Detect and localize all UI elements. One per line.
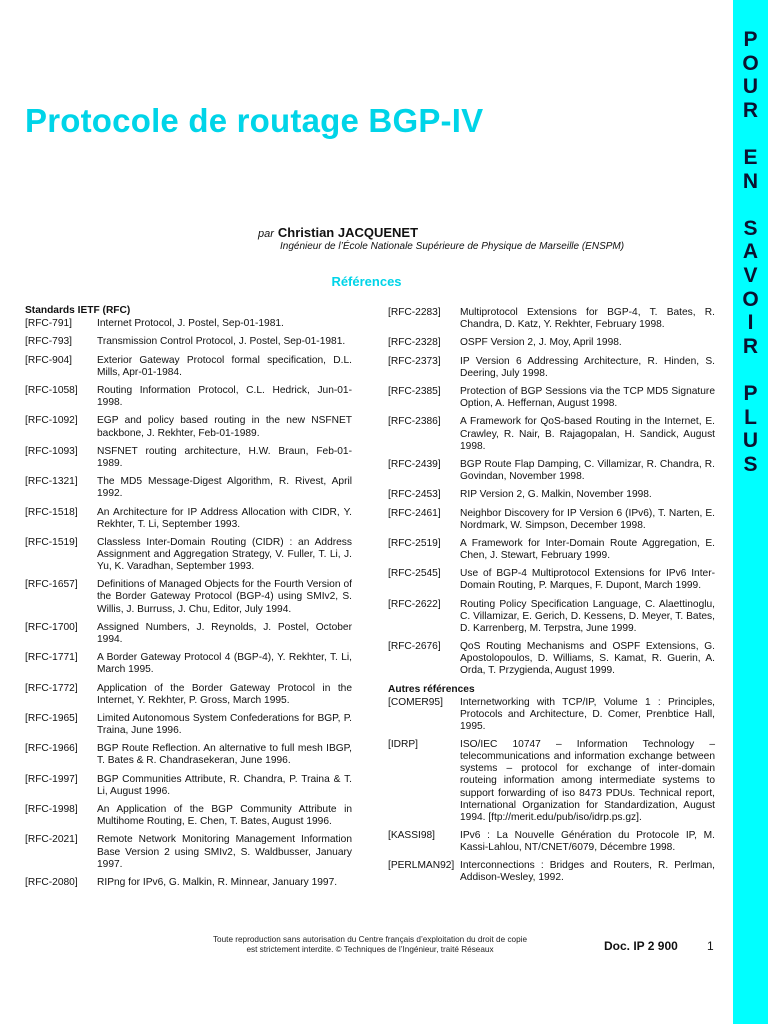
reference-entry — [25, 318, 352, 330]
sidebar-vertical-text — [733, 28, 768, 476]
reference-entry — [25, 385, 352, 409]
reference-entry — [388, 538, 715, 562]
sidebar-letter: A — [742, 240, 759, 264]
sidebar-letter: N — [742, 169, 759, 193]
reference-key: [RFC-1700] — [25, 621, 78, 633]
reference-key: [RFC-791] — [25, 318, 72, 330]
reference-key: [RFC-1518] — [25, 506, 78, 518]
reference-key: [RFC-1771] — [25, 652, 78, 664]
reference-entry — [25, 683, 352, 707]
reference-entry — [388, 641, 715, 677]
reference-text: ISO/IEC 10747 – Information Technology – telecommunications and information exchange between systems – protocol for exchange of inter-domain routeing information among intermediate systems to support forwarding of iso 8473 PDUs. Technical report, International Organization for Standardization, August 1994. [ftp://merit.edu/pub/iso/idrp.ps.gz]. — [460, 739, 715, 823]
sidebar-letter: U — [742, 75, 759, 99]
reference-entry — [25, 579, 352, 615]
reference-text: EGP and policy based routing in the new NSFNET backbone, J. Rekhter, Feb-01-1989. — [97, 415, 352, 439]
reference-text: IPv6 : La Nouvelle Génération du Protocole IP, M. Kassi-Lahlou, NT/CNET/6079, Décembre 1998. — [460, 830, 715, 854]
sidebar-letter: R — [742, 98, 759, 122]
reference-entry — [388, 356, 715, 380]
sidebar-letter: U — [742, 429, 759, 453]
reference-key: [RFC-2622] — [388, 598, 441, 610]
reference-key: [RFC-1772] — [25, 682, 78, 694]
reference-text: BGP Route Reflection. An alternative to full mesh IBGP, T. Bates & R. Chandrasekeran, June 1996. — [97, 743, 352, 767]
sidebar-letter: E — [743, 145, 758, 169]
reference-entry — [388, 508, 715, 532]
reference-entry — [388, 459, 715, 483]
reference-text: A Framework for QoS-based Routing in the Internet, E. Crawley, R. Nair, B. Rajagopalan, H. Sandick, August 1998. — [460, 416, 715, 452]
author-prefix: par — [258, 228, 274, 240]
reference-entry — [25, 713, 352, 737]
sidebar-letter — [733, 122, 768, 146]
reference-text: Routing Information Protocol, C.L. Hedrick, Jun-01-1998. — [97, 385, 352, 409]
reference-entry — [25, 336, 352, 348]
reference-text: Use of BGP-4 Multiprotocol Extensions for IPv6 Inter-Domain Routing, P. Marques, F. Dupont, March 1999. — [460, 568, 715, 592]
reference-key: [RFC-2545] — [388, 568, 441, 580]
reference-key: [RFC-904] — [25, 354, 72, 366]
reference-text: OSPF Version 2, J. Moy, April 1998. — [460, 337, 622, 349]
sidebar-letter: L — [744, 405, 757, 429]
copyright-notice — [150, 935, 590, 954]
reference-key: [RFC-2519] — [388, 537, 441, 549]
reference-text: Interconnections : Bridges and Routers, R. Perlman, Addison-Wesley, 1992. — [460, 860, 715, 884]
reference-entry — [25, 652, 352, 676]
reference-entry — [25, 877, 352, 889]
reference-text: Internet Protocol, J. Postel, Sep-01-1981. — [97, 318, 284, 330]
sidebar-letter — [733, 193, 768, 217]
reference-text: Transmission Control Protocol, J. Postel, Sep-01-1981. — [97, 336, 346, 348]
reference-text: Application of the Border Gateway Protocol in the Internet, Y. Rekhter, P. Gross, March 1995. — [97, 682, 352, 706]
reference-key: [PERLMAN92] — [388, 860, 455, 872]
author-name: Christian JACQUENET — [277, 225, 419, 240]
left-column — [25, 305, 352, 895]
sidebar-letter: V — [743, 263, 758, 287]
reference-entry — [25, 743, 352, 767]
reference-entry — [25, 622, 352, 646]
reference-list-other — [388, 697, 715, 885]
reference-key: [RFC-2328] — [388, 337, 441, 349]
reference-key: [RFC-1092] — [25, 415, 78, 427]
reference-entry — [388, 307, 715, 331]
reference-text: BGP Communities Attribute, R. Chandra, P. Traina & T. Li, August 1996. — [97, 773, 352, 797]
notice-line-1: Toute reproduction sans autorisation du Centre français d’exploitation du droit de copie — [212, 935, 528, 944]
reference-text: An Application of the BGP Community Attribute in Multihome Routing, E. Chen, T. Bates, August 1996. — [97, 804, 352, 828]
reference-text: A Framework for Inter-Domain Route Aggregation, E. Chen, J. Stewart, February 1999. — [460, 537, 715, 561]
reference-text: Exterior Gateway Protocol formal specification, D.L. Mills, Apr-01-1984. — [97, 354, 352, 378]
reference-list-right — [388, 307, 715, 677]
reference-key: [RFC-1965] — [25, 712, 78, 724]
reference-text: The MD5 Message-Digest Algorithm, R. Rivest, April 1992. — [97, 476, 352, 500]
reference-entry — [25, 507, 352, 531]
author-affiliation: Ingénieur de l’École Nationale Supérieure de Physique de Marseille (ENSPM) — [280, 241, 625, 252]
reference-entry — [25, 834, 352, 870]
sidebar-letter: R — [742, 334, 759, 358]
reference-key: [RFC-2461] — [388, 507, 441, 519]
reference-key: [RFC-2453] — [388, 489, 441, 501]
reference-key: [RFC-1997] — [25, 773, 78, 785]
reference-text: Neighbor Discovery for IP Version 6 (IPv6), T. Narten, E. Nordmark, W. Simpson, December 1998. — [460, 507, 715, 531]
reference-key: [IDRP] — [388, 739, 419, 751]
sidebar-letter: O — [742, 287, 759, 311]
reference-key: [RFC-2386] — [388, 416, 441, 428]
reference-text: NSFNET routing architecture, H.W. Braun, Feb-01-1989. — [97, 445, 352, 469]
reference-list-left — [25, 318, 352, 889]
reference-entry — [388, 599, 715, 635]
sidebar-letter: P — [743, 28, 758, 51]
reference-entry — [25, 415, 352, 439]
reference-key: [RFC-2283] — [388, 307, 441, 318]
reference-text: Protection of BGP Sessions via the TCP MD5 Signature Option, A. Heffernan, August 1998. — [460, 386, 715, 410]
left-heading: Standards IETF (RFC) — [25, 305, 131, 316]
reference-text: An Architecture for IP Address Allocation with CIDR, Y. Rekhter, T. Li, September 1993. — [97, 506, 352, 530]
reference-key: [COMER95] — [388, 696, 443, 708]
reference-entry — [25, 537, 352, 573]
page-number: 1 — [707, 939, 714, 953]
reference-key: [RFC-2080] — [25, 876, 78, 888]
section-title: Références — [331, 274, 402, 289]
sidebar-letter: I — [747, 311, 754, 335]
reference-key: [RFC-1093] — [25, 445, 78, 457]
reference-text: IP Version 6 Addressing Architecture, R. Hinden, S. Deering, July 1998. — [460, 355, 715, 379]
reference-text: Remote Network Monitoring Management Information Base Version 2 using SMIv2, S. Waldbusser, January 1997. — [97, 834, 352, 870]
reference-entry — [388, 386, 715, 410]
reference-entry — [388, 860, 715, 884]
doc-reference: Doc. IP 2 900 — [604, 939, 678, 953]
reference-key: [RFC-1321] — [25, 476, 78, 488]
reference-entry — [388, 337, 715, 349]
notice-line-2: est strictement interdite. © Techniques de l’Ingénieur, traité Réseaux — [246, 944, 494, 954]
reference-entry — [25, 446, 352, 470]
author-line — [258, 225, 418, 240]
reference-key: [RFC-793] — [25, 336, 72, 348]
other-heading: Autres références — [388, 683, 475, 695]
reference-key: [RFC-2676] — [388, 641, 441, 653]
reference-text: Routing Policy Specification Language, C. Alaettinoglu, C. Villamizar, E. Gerich, D. Kessens, D. Meyer, T. Bates, D. Karrenberg, M. Terpstra, June 1999. — [460, 598, 715, 634]
reference-text: A Border Gateway Protocol 4 (BGP-4), Y. Rekhter, T. Li, March 1995. — [97, 652, 352, 676]
reference-entry — [25, 476, 352, 500]
reference-key: [RFC-1998] — [25, 804, 78, 816]
reference-entry — [25, 355, 352, 379]
reference-entry — [25, 774, 352, 798]
reference-text: RIP Version 2, G. Malkin, November 1998. — [460, 489, 652, 501]
reference-text: QoS Routing Mechanisms and OSPF Extensions, G. Apostolopoulos, D. Williams, S. Kamat, R. Guerin, A. Orda, T. Przygienda, August 1999. — [460, 641, 715, 677]
reference-entry — [388, 830, 715, 854]
sidebar-letter — [733, 358, 768, 382]
reference-key: [RFC-1058] — [25, 385, 78, 397]
reference-key: [RFC-1966] — [25, 743, 78, 755]
reference-entry — [388, 697, 715, 733]
reference-text: Definitions of Managed Objects for the Fourth Version of the Border Gateway Protocol (BGP-4) using SMIv2, S. Willis, J. Burruss, J. Chu, Editor, July 1994. — [97, 579, 352, 615]
sidebar-letter: O — [742, 51, 759, 75]
reference-text: BGP Route Flap Damping, C. Villamizar, R. Chandra, R. Govindan, November 1998. — [460, 458, 715, 482]
reference-text: Limited Autonomous System Confederations for BGP, P. Traina, June 1996. — [97, 712, 352, 737]
sidebar-letter: S — [743, 216, 758, 240]
reference-key: [RFC-1519] — [25, 536, 78, 548]
sidebar-letter: P — [743, 381, 758, 405]
reference-key: [RFC-2439] — [388, 458, 441, 470]
sidebar-letter: S — [743, 452, 758, 476]
reference-key: [RFC-2373] — [388, 355, 441, 367]
reference-entry — [388, 739, 715, 824]
reference-entry — [388, 568, 715, 592]
reference-text: Classless Inter-Domain Routing (CIDR) : an Address Assignment and Aggregation Strategy, V. Fuller, T. Li, J. Yu, K. Varadhan, September 1993. — [97, 536, 352, 573]
sidebar-band — [733, 0, 768, 1024]
reference-entry — [388, 416, 715, 452]
reference-entry — [25, 804, 352, 828]
reference-text: RIPng for IPv6, G. Malkin, R. Minnear, January 1997. — [97, 876, 338, 888]
reference-text: Internetworking with TCP/IP, Volume 1 : Principles, Protocols and Architecture, D. Comer, Prenbtice Hall, 1995. — [460, 696, 715, 732]
reference-text: Multiprotocol Extensions for BGP-4, T. Bates, R. Chandra, D. Katz, Y. Rekhter, February 1998. — [460, 307, 715, 331]
reference-key: [RFC-2385] — [388, 386, 441, 398]
reference-entry — [388, 489, 715, 501]
reference-key: [RFC-1657] — [25, 579, 78, 591]
reference-key: [RFC-2021] — [25, 834, 78, 846]
right-column — [388, 307, 715, 891]
reference-text: Assigned Numbers, J. Reynolds, J. Postel, October 1994. — [97, 621, 352, 645]
reference-key: [KASSI98] — [388, 830, 436, 841]
page-title: Protocole de routage BGP-IV — [25, 102, 484, 139]
